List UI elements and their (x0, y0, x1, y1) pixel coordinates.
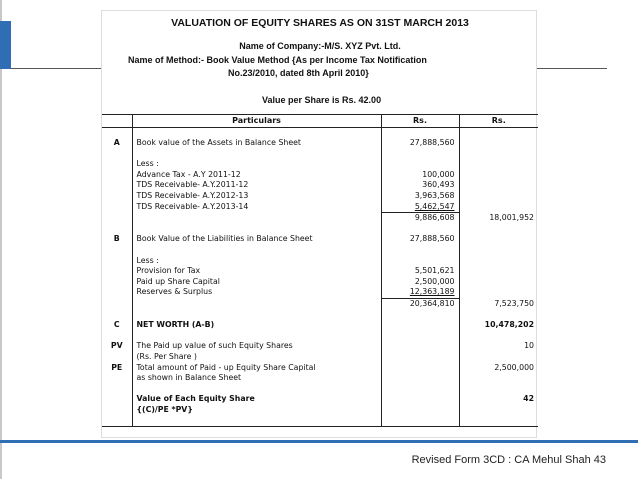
row-particulars: Less : (132, 159, 381, 170)
row-code (102, 191, 132, 202)
row-particulars: Book value of the Assets in Balance Sheet (132, 138, 381, 149)
table-row (102, 363, 538, 374)
row-code (102, 180, 132, 191)
row-rs1 (381, 341, 459, 352)
row-rs2 (459, 266, 538, 277)
row-particulars: TDS Receivable- A.Y.2013-14 (132, 202, 381, 213)
row-rs2 (459, 202, 538, 213)
row-rs1: 27,888,560 (381, 234, 459, 245)
row-code (102, 245, 132, 256)
slide-left-border (0, 0, 2, 479)
row-code (102, 128, 132, 139)
row-rs2 (459, 149, 538, 160)
row-particulars: (Rs. Per Share ) (132, 352, 381, 363)
row-rs2 (459, 224, 538, 235)
row-particulars: Total amount of Paid - up Equity Share Capital (132, 363, 381, 374)
table-row (102, 234, 538, 245)
row-particulars (132, 213, 381, 224)
table-row (102, 320, 538, 331)
row-rs2 (459, 416, 538, 427)
row-particulars: The Paid up value of such Equity Shares (132, 341, 381, 352)
slide-footer: Revised Form 3CD : CA Mehul Shah 43 (411, 454, 606, 466)
row-code (102, 310, 132, 321)
table-row (102, 213, 538, 224)
row-rs1 (381, 331, 459, 342)
particulars-header: Particulars (132, 115, 381, 128)
row-rs2 (459, 170, 538, 181)
company-name: Name of Company:-M/S. XYZ Pvt. Ltd. (239, 41, 401, 51)
row-code (102, 394, 132, 405)
row-rs2: 2,500,000 (494, 362, 534, 372)
table-row (102, 352, 538, 363)
row-code (102, 277, 132, 288)
row-rs1 (381, 149, 459, 160)
row-rs2 (459, 384, 538, 395)
row-rs1 (381, 159, 459, 170)
row-rs1 (381, 373, 459, 384)
row-code (102, 224, 132, 235)
row-particulars (132, 245, 381, 256)
table-row (102, 341, 538, 352)
row-rs1 (381, 320, 459, 331)
row-particulars (132, 299, 381, 310)
row-rs1: 5,501,621 (381, 266, 459, 277)
row-code (102, 299, 132, 310)
row-rs1 (381, 224, 459, 235)
table-row (102, 128, 538, 139)
row-rs2: 42 (523, 394, 534, 404)
row-rs1 (381, 394, 459, 405)
row-rs1 (381, 416, 459, 427)
table-row (102, 266, 538, 277)
row-rs2 (459, 310, 538, 321)
row-code: PE (102, 363, 132, 374)
row-rs1: 27,888,560 (381, 138, 459, 149)
row-particulars (132, 310, 381, 321)
rs1-header: Rs. (381, 115, 459, 128)
row-rs1 (381, 256, 459, 267)
table-row (102, 191, 538, 202)
table-row (102, 202, 538, 213)
table-row (102, 149, 538, 160)
row-particulars: Reserves & Surplus (132, 287, 381, 298)
row-particulars: as shown in Balance Sheet (132, 373, 381, 384)
row-particulars: Less : (132, 256, 381, 267)
row-particulars (132, 416, 381, 427)
table-row (102, 384, 538, 395)
row-code (102, 170, 132, 181)
row-particulars (132, 224, 381, 235)
row-code (102, 373, 132, 384)
table-row (102, 224, 538, 235)
row-code: B (102, 234, 132, 245)
row-rs1 (381, 245, 459, 256)
table-header-row (102, 115, 538, 128)
table-row (102, 394, 538, 405)
table-row (102, 310, 538, 321)
row-rs1 (381, 352, 459, 363)
valuation-table (102, 114, 538, 427)
table-row (102, 373, 538, 384)
row-rs2 (459, 405, 538, 416)
row-rs1: 100,000 (381, 170, 459, 181)
table-row (102, 170, 538, 181)
row-code: A (102, 138, 132, 149)
row-particulars: Value of Each Equity Share (132, 394, 381, 405)
row-rs1 (381, 310, 459, 321)
method-line-1: Name of Method:- Book Value Method {As per Income Tax Notification (128, 55, 427, 65)
code-header (102, 115, 132, 128)
row-rs2 (459, 128, 538, 139)
table-row (102, 331, 538, 342)
row-code (102, 331, 132, 342)
method-line-2: No.23/2010, dated 8th April 2010} (228, 68, 369, 78)
row-rs1: 2,500,000 (381, 277, 459, 288)
accent-tab (0, 21, 11, 69)
row-rs2 (459, 191, 538, 202)
row-rs2 (459, 287, 538, 298)
row-code (102, 384, 132, 395)
table-row (102, 138, 538, 149)
row-rs2 (459, 138, 538, 149)
table-row (102, 416, 538, 427)
row-code (102, 405, 132, 416)
row-rs1: 12,363,189 (381, 287, 459, 298)
row-particulars: Provision for Tax (132, 266, 381, 277)
row-rs1: 3,963,568 (381, 191, 459, 202)
row-particulars: {(C)/PE *PV} (132, 405, 381, 416)
row-rs1: 5,462,547 (381, 202, 459, 213)
row-rs2 (459, 373, 538, 384)
row-rs1 (381, 405, 459, 416)
row-particulars (132, 331, 381, 342)
table-row (102, 180, 538, 191)
row-code (102, 202, 132, 213)
row-code (102, 213, 132, 224)
row-rs2: 18,001,952 (489, 212, 534, 222)
table-body (102, 128, 538, 427)
row-rs1 (381, 384, 459, 395)
row-code (102, 416, 132, 427)
document-title: VALUATION OF EQUITY SHARES AS ON 31ST MARCH 2013 (171, 17, 469, 29)
row-particulars: TDS Receivable- A.Y.2012-13 (132, 191, 381, 202)
rs2-header: Rs. (459, 115, 538, 128)
table-row (102, 405, 538, 416)
row-particulars: Paid up Share Capital (132, 277, 381, 288)
table-row (102, 277, 538, 288)
row-rs2 (459, 180, 538, 191)
row-rs2 (459, 277, 538, 288)
row-rs1 (381, 128, 459, 139)
scanned-document (101, 10, 537, 438)
row-code: PV (102, 341, 132, 352)
row-code (102, 159, 132, 170)
row-rs1 (381, 363, 459, 374)
row-rs2 (459, 159, 538, 170)
row-code (102, 256, 132, 267)
row-rs2 (459, 331, 538, 342)
value-per-share: Value per Share is Rs. 42.00 (262, 95, 382, 105)
row-code (102, 149, 132, 160)
row-rs2 (459, 234, 538, 245)
footer-rule (0, 440, 638, 443)
row-rs2: 7,523,750 (494, 298, 534, 308)
row-rs2 (459, 352, 538, 363)
table-row (102, 245, 538, 256)
row-particulars (132, 149, 381, 160)
row-rs2 (459, 256, 538, 267)
row-rs2 (459, 245, 538, 256)
row-rs1: 360,493 (381, 180, 459, 191)
row-particulars (132, 384, 381, 395)
row-code (102, 352, 132, 363)
row-rs2: 10,478,202 (484, 320, 534, 330)
row-particulars (132, 128, 381, 139)
row-rs1: 20,364,810 (381, 299, 459, 310)
table-row (102, 256, 538, 267)
title-rule-left (11, 68, 101, 69)
table-row (102, 287, 538, 298)
row-particulars: Advance Tax - A.Y 2011-12 (132, 170, 381, 181)
row-code: C (102, 320, 132, 331)
table-row (102, 299, 538, 310)
row-particulars: Book Value of the Liabilities in Balance Sheet (132, 234, 381, 245)
row-particulars: NET WORTH (A-B) (132, 320, 381, 331)
row-code (102, 266, 132, 277)
title-rule-right (537, 68, 607, 69)
row-particulars: TDS Receivable- A.Y.2011-12 (132, 180, 381, 191)
table-row (102, 159, 538, 170)
row-rs1: 9,886,608 (381, 213, 459, 224)
row-code (102, 287, 132, 298)
row-rs2: 10 (524, 341, 534, 351)
